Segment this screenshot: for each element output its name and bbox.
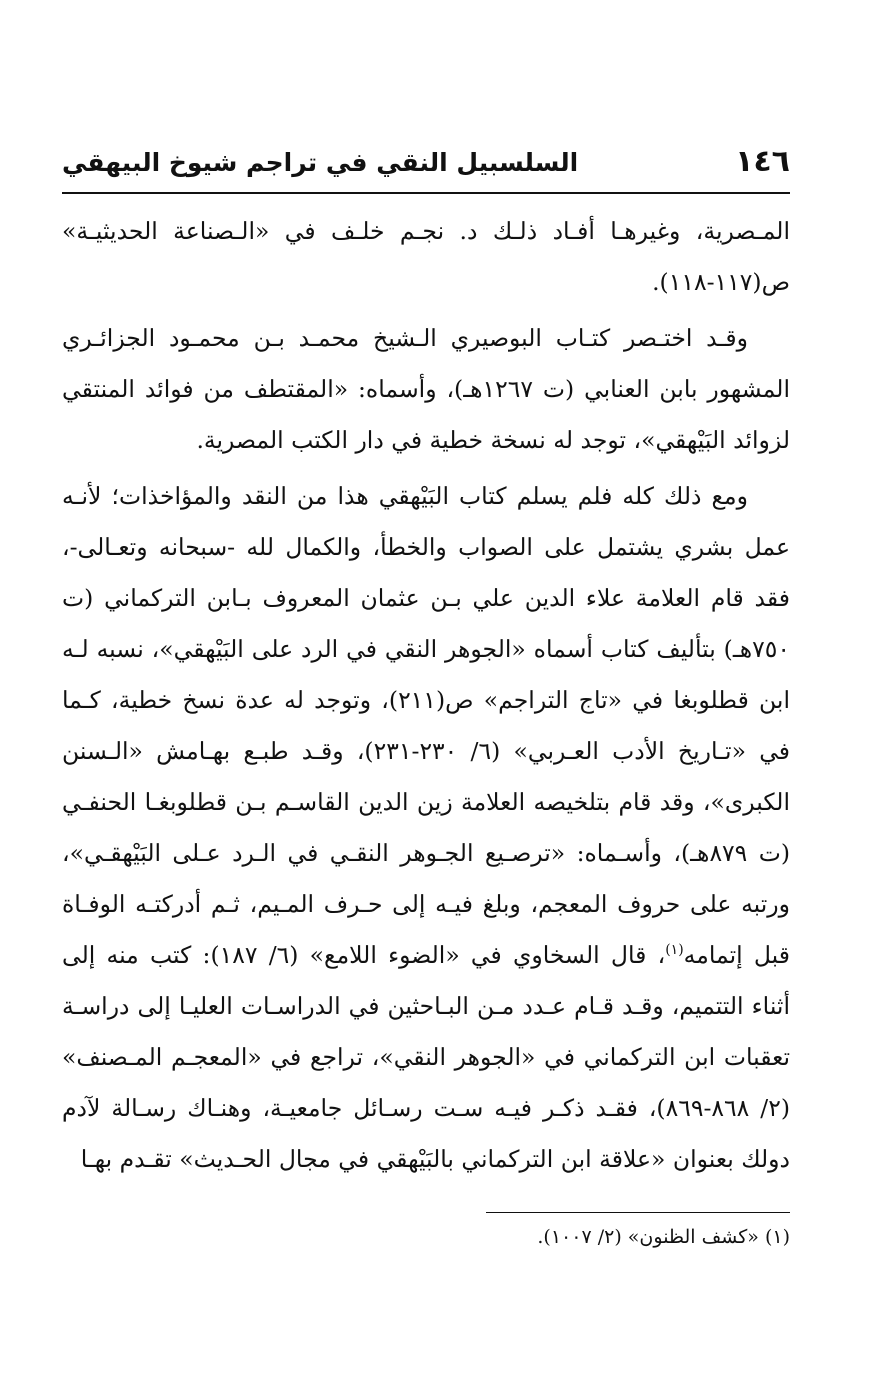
- page-header: [62, 142, 790, 188]
- footnote: (١) «كشف الظنون» (٢/ ١٠٠٧).: [537, 1226, 790, 1248]
- paragraph-3-text-a: ومع ذلك كله فلم يسلم كتاب البَيْهقي هذا من النقد والمؤاخذات؛ لأنـه عمل بشري يشتمل على الصواب والخطأ، والكمال لله -سبحانه وتعـالى-، فقد قام العلامة علاء الدين علي بـن عثمان المعروف بـابن التركماني (ت ٧٥٠هـ) بتأليف كتاب أسماه «الجوهر النقي في الرد على البَيْهقي»، نسبه لـه ابن قطلوبغا في «تاج التراجم» ص(٢١١)، وتوجد له عدة نسخ خطية، كـما في «تـاريخ الأدب العـربي» (٦/ ٢٣٠-٢٣١)، وقـد طبـع بهـامش «الـسنن الكبرى»، وقد قام بتلخيصه العلامة زين الدين القاسـم بـن قطلوبغـا الحنفـي (ت ٨٧٩هـ)، وأسـماه: «ترصـيع الجـوهر النقـي في الـرد عـلى البَيْهقـي»، ورتبه على حروف المعجم، وبلغ فيـه إلى حـرف المـيم، ثـم أدركتـه الوفـاة قبل إتمامه: [62, 482, 791, 969]
- paragraph-2: وقـد اختـصر كتـاب البوصيري الـشيخ محمـد بـن محمـود الجزائـري المشهور بابن العنابي (ت ١٢٦٧هـ)، وأسماه: «المقتطف من فوائد المنتقي لزوائد البَيْهقي»، توجد له نسخة خطية في دار الكتب المصرية.: [62, 324, 790, 454]
- main-text: [62, 206, 790, 1185]
- footnote-marker: (١): [665, 942, 684, 958]
- footnote-rule: [486, 1212, 790, 1213]
- header-rule: [62, 192, 790, 194]
- paragraph-1: المـصرية، وغيرهـا أفـاد ذلـك د. نجـم خلـف في «الـصناعة الحديثيـة» ص(١١٧-١١٨).: [62, 217, 790, 296]
- paragraph-3-text-b: ، قال السخاوي في «الضوء اللامع» (٦/ ١٨٧): كتب منه إلى أثناء التتميم، وقـد قـام عـدد مـن البـاحثين في الدراسـات العليـا إلى دراسـة تعقبات ابن التركماني في «الجوهر النقي»، تراجع في «المعجـم المـصنف» (٢/ ٨٦٨-٨٦٩)، فقـد ذكـر فيـه سـت رسـائل جامعيـة، وهنـاك رسـالة لآدم دولك بعنوان «علاقة ابن التركماني بالبَيْهقي في مجال الحـديث» تقـدم بهـا: [62, 941, 790, 1173]
- page-number: ١٤٦: [735, 144, 790, 179]
- paragraph-3: [62, 471, 790, 1185]
- running-title: السلسبيل النقي في تراجم شيوخ البيهقي: [62, 148, 579, 177]
